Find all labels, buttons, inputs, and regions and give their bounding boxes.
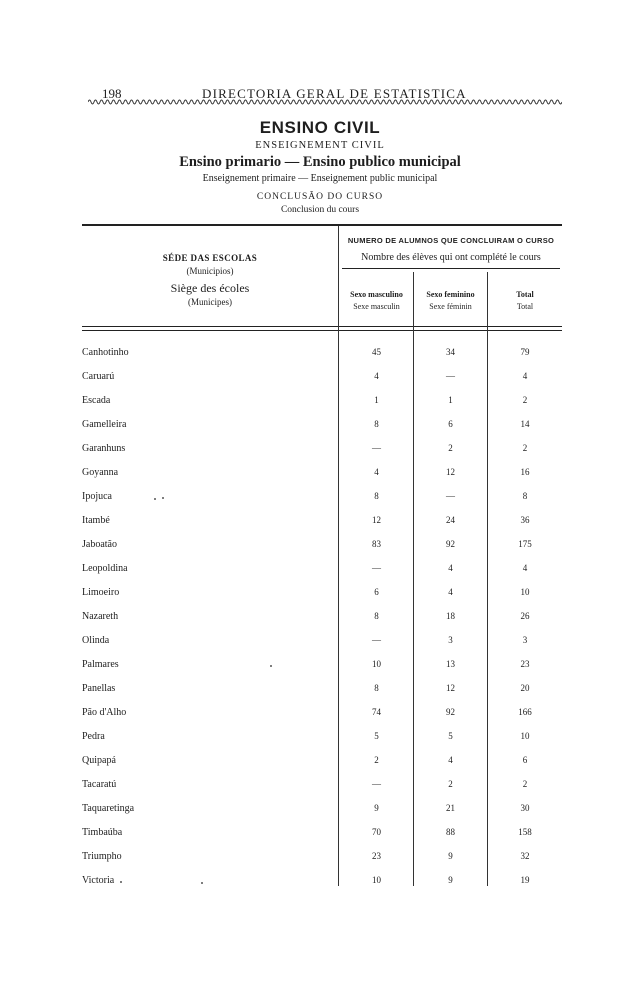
municipio-name: Panellas <box>82 683 116 694</box>
sede-header-sub: (Municipios) <box>186 266 234 276</box>
section-title-fr: Enseignement primaire — Enseignement public municipal <box>202 173 438 184</box>
total-value: 6 <box>522 755 528 765</box>
municipio-name: Taquaretinga <box>82 803 135 814</box>
col-header-masc: Sexo masculino <box>350 290 403 299</box>
masc-value: 10 <box>372 659 381 669</box>
masc-value: 83 <box>372 539 381 549</box>
col-header-masc-fr: Sexe masculin <box>353 302 400 311</box>
masc-value: 2 <box>374 755 379 765</box>
total-value: 2 <box>522 395 528 405</box>
fem-value: 3 <box>448 635 453 645</box>
masc-value: 8 <box>374 419 379 429</box>
running-title: DIRECTORIA GERAL DE ESTATISTICA <box>202 86 467 101</box>
total-value: 10 <box>520 587 530 597</box>
municipio-name: Garanhuns <box>82 443 126 454</box>
municipio-name: Quipapá <box>82 755 116 766</box>
column-divider <box>413 272 414 886</box>
municipio-name: Pão d'Alho <box>82 707 127 718</box>
total-value: 8 <box>522 491 528 501</box>
total-value: 23 <box>520 659 530 669</box>
fem-value: 4 <box>448 587 453 597</box>
column-divider <box>338 226 339 886</box>
table-caption: CONCLUSÃO DO CURSO <box>256 192 384 202</box>
col-header-total-fr: Total <box>516 302 534 311</box>
masc-value: 8 <box>374 611 379 621</box>
fem-value: 9 <box>448 875 453 885</box>
table-caption-fr: Conclusion du cours <box>280 205 360 215</box>
fem-value: 5 <box>448 731 453 741</box>
masc-value: 4 <box>374 467 379 477</box>
municipio-name: Escada <box>82 395 111 406</box>
total-value: 2 <box>522 443 528 453</box>
masc-value: 4 <box>374 371 379 381</box>
fem-value: 21 <box>446 803 455 813</box>
municipio-name: Caruarú <box>82 371 115 382</box>
municipio-name: Olinda <box>82 635 110 646</box>
wavy-rule <box>88 97 562 107</box>
masc-value: 12 <box>372 515 381 525</box>
fem-value: — <box>446 491 455 501</box>
total-value: 20 <box>520 683 530 693</box>
fem-value: 4 <box>448 563 453 573</box>
siege-header-sub: (Municipes) <box>188 297 232 307</box>
total-value: 26 <box>520 611 530 621</box>
total-value: 2 <box>522 779 528 789</box>
total-value: 79 <box>520 347 530 357</box>
masc-value: — <box>372 443 381 453</box>
header-bottom-rule <box>82 326 562 327</box>
municipio-name: Gamelleira <box>82 419 127 430</box>
print-speck <box>154 498 156 500</box>
print-speck <box>162 497 164 499</box>
page-number: 198 <box>102 86 122 101</box>
municipio-name: Limoeiro <box>82 587 120 598</box>
fem-value: 1 <box>448 395 453 405</box>
municipio-name: Triumpho <box>82 851 122 862</box>
main-title-fr: ENSEIGNEMENT CIVIL <box>255 140 385 151</box>
masc-value: — <box>372 563 381 573</box>
fem-value: 18 <box>446 611 455 621</box>
masc-value: 8 <box>374 683 379 693</box>
total-value: 14 <box>520 419 530 429</box>
column-divider <box>487 272 488 886</box>
municipio-name: Nazareth <box>82 611 119 622</box>
total-value: 3 <box>522 635 528 645</box>
fem-value: 88 <box>446 827 455 837</box>
masc-value: 70 <box>372 827 381 837</box>
total-value: 19 <box>520 875 530 885</box>
masc-value: — <box>372 779 381 789</box>
print-speck <box>270 665 272 667</box>
total-value: 158 <box>518 827 532 837</box>
masc-value: 1 <box>374 395 379 405</box>
fem-value: 92 <box>446 539 455 549</box>
total-value: 4 <box>522 563 528 573</box>
fem-value: 12 <box>446 683 455 693</box>
municipio-name: Pedra <box>82 731 105 742</box>
masc-value: 5 <box>374 731 379 741</box>
total-value: 4 <box>522 371 528 381</box>
municipio-name: Timbaúba <box>82 827 123 838</box>
municipio-name: Palmares <box>82 659 119 670</box>
municipio-name: Tacaratú <box>82 779 117 790</box>
fem-value: 13 <box>446 659 455 669</box>
group-brace <box>342 268 560 269</box>
print-speck <box>201 882 203 884</box>
section-title: Ensino primario — Ensino publico municipal <box>179 154 461 170</box>
table-top-rule <box>82 224 562 226</box>
masc-value: 8 <box>374 491 379 501</box>
municipio-name: Victoria <box>82 875 115 886</box>
fem-value: 4 <box>448 755 453 765</box>
fem-value: 9 <box>448 851 453 861</box>
total-value: 10 <box>520 731 530 741</box>
municipio-name: Jaboatão <box>82 539 117 550</box>
total-value: 36 <box>520 515 530 525</box>
total-value: 166 <box>518 707 532 717</box>
group-header-fr: Nombre des élèves qui ont complété le cours <box>361 252 541 263</box>
print-speck <box>120 881 122 883</box>
siege-header: Siège des écoles <box>170 281 250 295</box>
masc-value: 45 <box>372 347 381 357</box>
total-value: 16 <box>520 467 530 477</box>
municipio-name: Canhotinho <box>82 347 129 358</box>
masc-value: 6 <box>374 587 379 597</box>
fem-value: 2 <box>448 779 453 789</box>
col-header-fem-fr: Sexe féminin <box>429 302 472 311</box>
masc-value: 23 <box>372 851 381 861</box>
municipio-name: Goyanna <box>82 467 119 478</box>
municipio-name: Ipojuca <box>82 491 112 502</box>
masc-value: 9 <box>374 803 379 813</box>
municipio-name: Leopoldina <box>82 563 128 574</box>
masc-value: — <box>372 635 381 645</box>
total-value: 30 <box>520 803 530 813</box>
masc-value: 74 <box>372 707 381 717</box>
total-value: 175 <box>518 539 532 549</box>
sede-header: SÉDE DAS ESCOLAS <box>162 253 258 263</box>
masc-value: 10 <box>372 875 381 885</box>
fem-value: 34 <box>446 347 455 357</box>
municipio-name: Itambé <box>82 515 110 526</box>
group-header: NUMERO DE ALUMNOS QUE CONCLUIRAM O CURSO <box>347 236 555 245</box>
fem-value: — <box>446 371 455 381</box>
total-value: 32 <box>520 851 530 861</box>
fem-value: 92 <box>446 707 455 717</box>
fem-value: 12 <box>446 467 455 477</box>
fem-value: 24 <box>446 515 455 525</box>
fem-value: 2 <box>448 443 453 453</box>
header-bottom-rule-2 <box>82 330 562 331</box>
col-header-fem: Sexo feminino <box>426 290 475 299</box>
fem-value: 6 <box>448 419 453 429</box>
col-header-total: Total <box>516 290 534 299</box>
main-title: ENSINO CIVIL <box>259 118 381 137</box>
